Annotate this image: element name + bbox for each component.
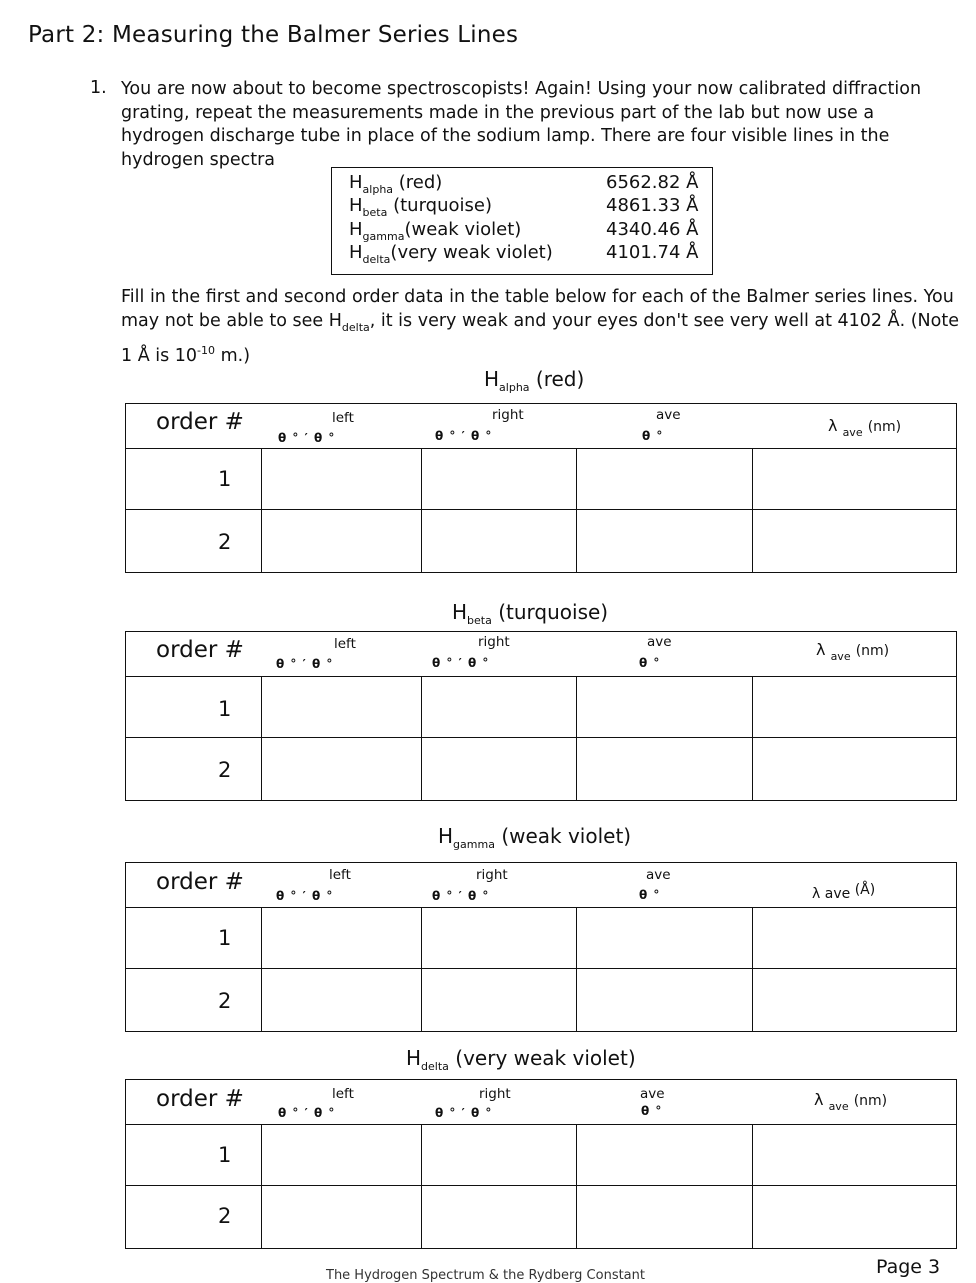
left-header: left bbox=[334, 636, 356, 652]
line-row-alpha: $H_{alpha}$ (red) bbox=[349, 172, 443, 196]
table-title-alpha: $H_{alpha}$ (red) bbox=[484, 367, 585, 394]
left-header: left bbox=[332, 410, 354, 426]
table-title-delta: $H_{delta}$ (very weak violet) bbox=[406, 1046, 636, 1073]
right-theta-label: θ ° ′ θ ° bbox=[432, 889, 490, 903]
lambda-header: λ $_{ave}$ (nm) bbox=[816, 640, 890, 663]
data-table-beta bbox=[125, 631, 957, 801]
ave-header: ave bbox=[656, 407, 681, 423]
intro-paragraph: You are now about to become spectroscopists! Again! Using your now calibrated diffraction grating, repeat the measurements made in the previous part of the lab but now use a hydrogen discharge tube in place of the sodium lamp. There are four visible lines in the hydrogen spectra bbox=[121, 79, 922, 170]
order-header: order # bbox=[156, 869, 244, 895]
ave-theta-label: θ ° bbox=[641, 1104, 663, 1118]
table-row bbox=[126, 676, 956, 737]
left-theta-label: θ ° ′ θ ° bbox=[276, 889, 334, 903]
order-number: 1 bbox=[218, 697, 232, 721]
page-number: Page 3 bbox=[876, 1256, 941, 1278]
data-table-delta bbox=[125, 1079, 957, 1249]
lambda-header: λ ave (Å) bbox=[812, 882, 876, 902]
line-wavelength: 4101.74 Å bbox=[606, 242, 699, 263]
order-header: order # bbox=[156, 637, 244, 663]
right-header: right bbox=[492, 407, 524, 423]
right-theta-label: θ ° ′ θ ° bbox=[432, 656, 490, 670]
item-number: 1. bbox=[90, 78, 107, 98]
left-theta-label: θ ° ′ θ ° bbox=[278, 431, 336, 445]
right-header: right bbox=[479, 1086, 511, 1102]
table-row bbox=[126, 968, 956, 1031]
order-number: 1 bbox=[218, 1143, 232, 1167]
line-row-gamma: $H_{gamma}(weak$ violet) bbox=[349, 219, 522, 243]
line-row-beta: $H_{beta}$ (turquoise) bbox=[349, 195, 492, 219]
order-header: order # bbox=[156, 409, 244, 435]
order-number: 1 bbox=[218, 926, 232, 950]
line-wavelength: 4340.46 Å bbox=[606, 219, 699, 240]
left-theta-label: θ ° ′ θ ° bbox=[276, 657, 334, 671]
table-row bbox=[126, 448, 956, 509]
order-header: order # bbox=[156, 1086, 244, 1112]
right-theta-label: θ ° ′ θ ° bbox=[435, 1106, 493, 1120]
table-row bbox=[126, 1185, 956, 1248]
table-row bbox=[126, 1124, 956, 1185]
lambda-header: λ $_{ave}$ (nm) bbox=[828, 416, 902, 439]
order-number: 2 bbox=[218, 1204, 232, 1228]
ave-header: ave bbox=[647, 634, 672, 650]
data-table-gamma bbox=[125, 862, 957, 1032]
right-header: right bbox=[476, 867, 508, 883]
table-title-gamma: $H_{gamma}$ (weak violet) bbox=[438, 824, 632, 851]
right-header: right bbox=[478, 634, 510, 650]
table-row bbox=[126, 737, 956, 800]
instructions-paragraph: Fill in the first and second order data in the table below for each of the Balmer series lines. You may not be able to see $H_{delta}$, it is very weak and your eyes don't see very well at 4102 Å. (Note 1 Å is $10^{-10}$ m.) bbox=[121, 287, 959, 366]
order-number: 1 bbox=[218, 467, 232, 491]
left-header: left bbox=[329, 867, 351, 883]
ave-theta-label: θ ° bbox=[642, 429, 664, 443]
lambda-header: λ $_{ave}$ (nm) bbox=[814, 1090, 888, 1113]
ave-theta-label: θ ° bbox=[639, 656, 661, 670]
part-title: Part 2: Measuring the Balmer Series Lines bbox=[28, 22, 519, 48]
line-wavelength: 4861.33 Å bbox=[606, 195, 699, 216]
footer-title: The Hydrogen Spectrum & the Rydberg Constant bbox=[326, 1268, 645, 1283]
ave-theta-label: θ ° bbox=[639, 888, 661, 902]
data-table-alpha bbox=[125, 403, 957, 573]
ave-header: ave bbox=[646, 867, 671, 883]
order-number: 2 bbox=[218, 989, 232, 1013]
table-row bbox=[126, 509, 956, 572]
order-number: 2 bbox=[218, 758, 232, 782]
right-theta-label: θ ° ′ θ ° bbox=[435, 429, 493, 443]
table-row bbox=[126, 907, 956, 968]
order-number: 2 bbox=[218, 530, 232, 554]
balmer-lines-box bbox=[331, 167, 713, 275]
ave-header: ave bbox=[640, 1086, 665, 1102]
left-header: left bbox=[332, 1086, 354, 1102]
line-wavelength: 6562.82 Å bbox=[606, 172, 699, 193]
left-theta-label: θ ° ′ θ ° bbox=[278, 1106, 336, 1120]
line-row-delta: $H_{delta}(very$ weak violet) bbox=[349, 242, 553, 266]
table-title-beta: $H_{beta}$ (turquoise) bbox=[452, 600, 609, 627]
